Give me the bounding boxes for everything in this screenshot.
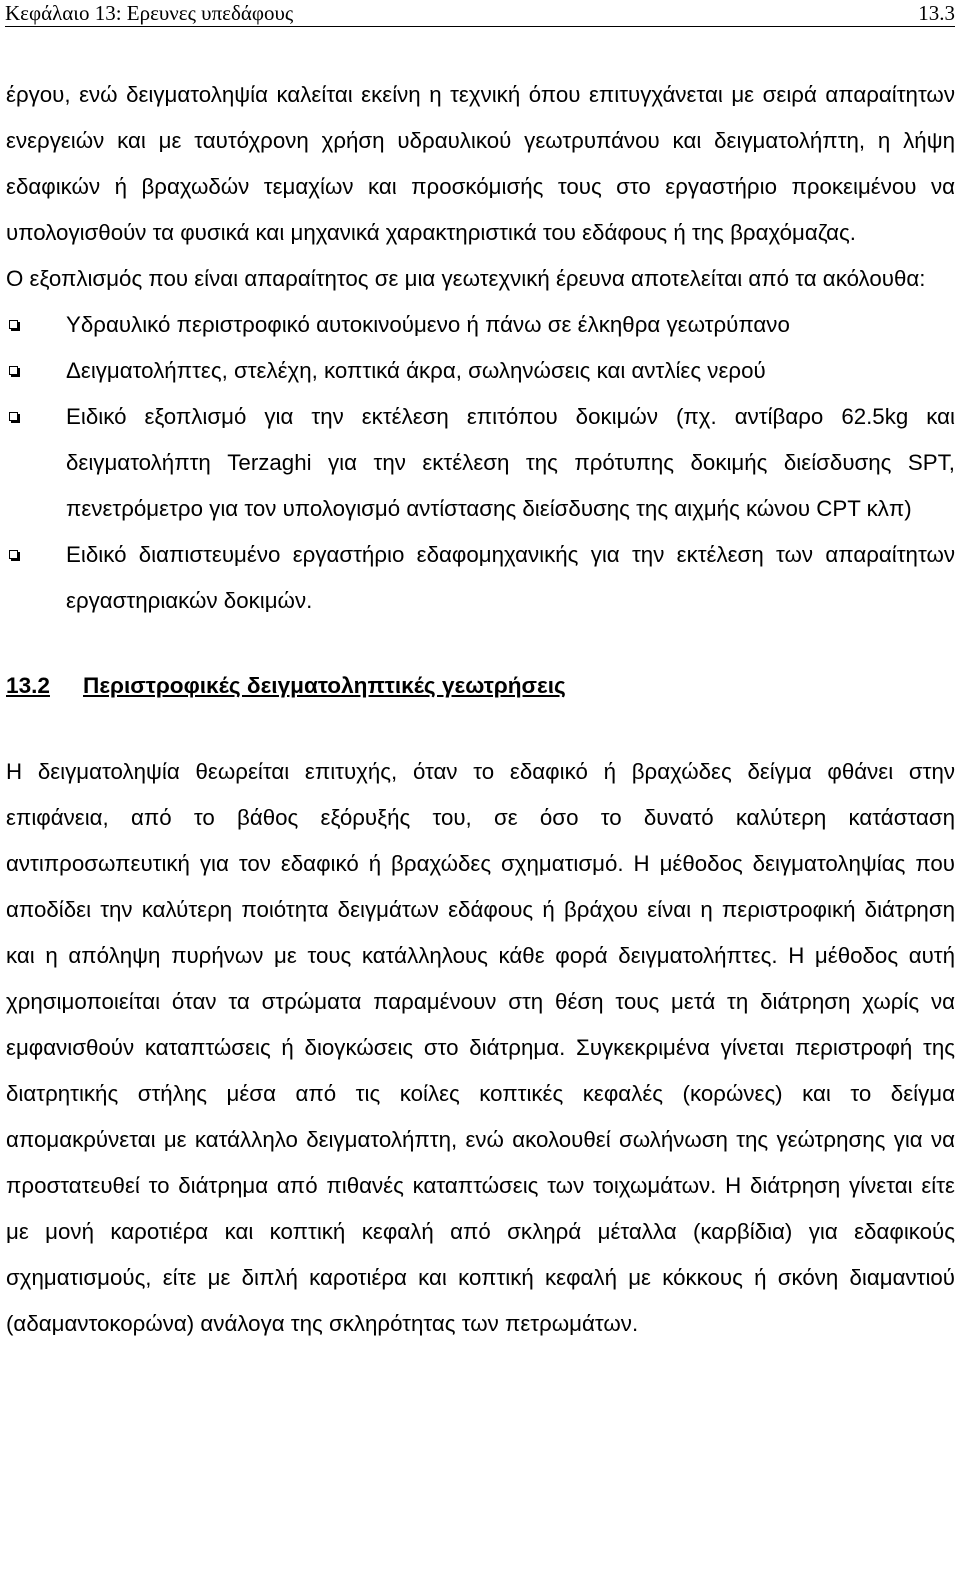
section-number: 13.2 — [6, 673, 50, 698]
section-heading — [6, 663, 955, 709]
page-header — [5, 0, 955, 27]
equipment-list — [6, 302, 955, 624]
checkbox-square-icon — [9, 320, 18, 329]
section-paragraph: Η δειγματοληψία θεωρείται επιτυχής, όταν το εδαφικό ή βραχώδες δείγμα φθάνει στην επιφάνεια, από το βάθος εξόρυξής του, σε όσο το δυνατό καλύτερη κατάσταση αντιπροσωπευτική για τον εδαφικό ή βραχώδες σχηματισμό. Η μέθοδος δειγματοληψίας που αποδίδει την καλύτερη ποιότητα δειγμάτων εδάφους ή βράχου είναι η περιστροφική διάτρηση και η απόληψη πυρήνων με τους κατάλληλους κάθε φορά δειγματολήπτες. Η μέθοδος αυτή χρησιμοποιείται όταν τα στρώματα παραμένουν στη θέση τους μετά τη διάτρηση χωρίς να εμφανισθούν καταπτώσεις ή διογκώσεις στο διάτρημα. Συγκεκριμένα γίνεται περιστροφή της διατρητικής στήλης μέσα από τις κοίλες κοπτικές κεφαλές (κορώνες) και το δείγμα απομακρύνεται με κατάλληλο δειγματολήπτη, ενώ ακολουθεί σωλήνωση της γεώτρησης για να προστατευθεί το διάτρημα από πιθανές καταπτώσεις των τοιχωμάτων. Η διάτρηση γίνεται είτε με μονή καροτιέρα και κοπτική κεφαλή από σκληρά μέταλλα (καρβίδια) για εδαφικούς σχηματισμούς, είτε με διπλή καροτιέρα και κοπτική κεφαλή με κόκκους ή σκόνη διαμαντιού (αδαμαντοκορώνα) ανάλογα της σκληρότητας των πετρωμάτων. — [6, 759, 955, 1336]
list-item-text: Ειδικό εξοπλισμό για την εκτέλεση επιτόπου δοκιμών (πχ. αντίβαρο 62.5kg και δειγματολήπτη Terzaghi για την εκτέλεση της πρότυπης δοκιμής διείσδυσης SPT, πενετρόμετρο για τον υπολογισμό αντίστασης διείσδυσης της αιχμής κώνου CPT κλπ) — [66, 404, 955, 521]
list-item — [6, 348, 955, 394]
checkbox-square-icon — [9, 550, 18, 559]
list-item-text: Υδραυλικό περιστροφικό αυτοκινούμενο ή πάνω σε έλκηθρα γεωτρύπανο — [66, 312, 790, 337]
page-number: 13.3 — [918, 1, 955, 25]
chapter-title: Κεφάλαιο 13: Ερευνες υπεδάφους — [5, 1, 294, 25]
equipment-intro-paragraph: Ο εξοπλισμός που είναι απαραίτητος σε μια γεωτεχνική έρευνα αποτελείται από τα ακόλουθα: — [6, 266, 926, 291]
section-title: Περιστροφικές δειγματοληπτικές γεωτρήσεις — [83, 673, 566, 698]
list-item — [6, 302, 955, 348]
checkbox-square-icon — [9, 412, 18, 421]
intro-paragraph: έργου, ενώ δειγματοληψία καλείται εκείνη η τεχνική όπου επιτυγχάνεται με σειρά απαραίτητων ενεργειών και με ταυτόχρονη χρήση υδραυλικού γεωτρυπάνου και δειγματολήπτη, η λήψη εδαφικών ή βραχωδών τεμαχίων και προσκόμισής τους στο εργαστήριο προκειμένου να υπολογισθούν τα φυσικά και μηχανικά χαρακτηριστικά του εδάφους ή της βραχόμαζας. — [6, 82, 955, 245]
list-item — [6, 394, 955, 532]
list-item — [6, 532, 955, 624]
page-body — [6, 72, 955, 1347]
checkbox-square-icon — [9, 366, 18, 375]
list-item-text: Δειγματολήπτες, στελέχη, κοπτικά άκρα, σωληνώσεις και αντλίες νερού — [66, 358, 766, 383]
list-item-text: Ειδικό διαπιστευμένο εργαστήριο εδαφομηχανικής για την εκτέλεση των απαραίτητων εργαστηριακών δοκιμών. — [66, 542, 955, 613]
